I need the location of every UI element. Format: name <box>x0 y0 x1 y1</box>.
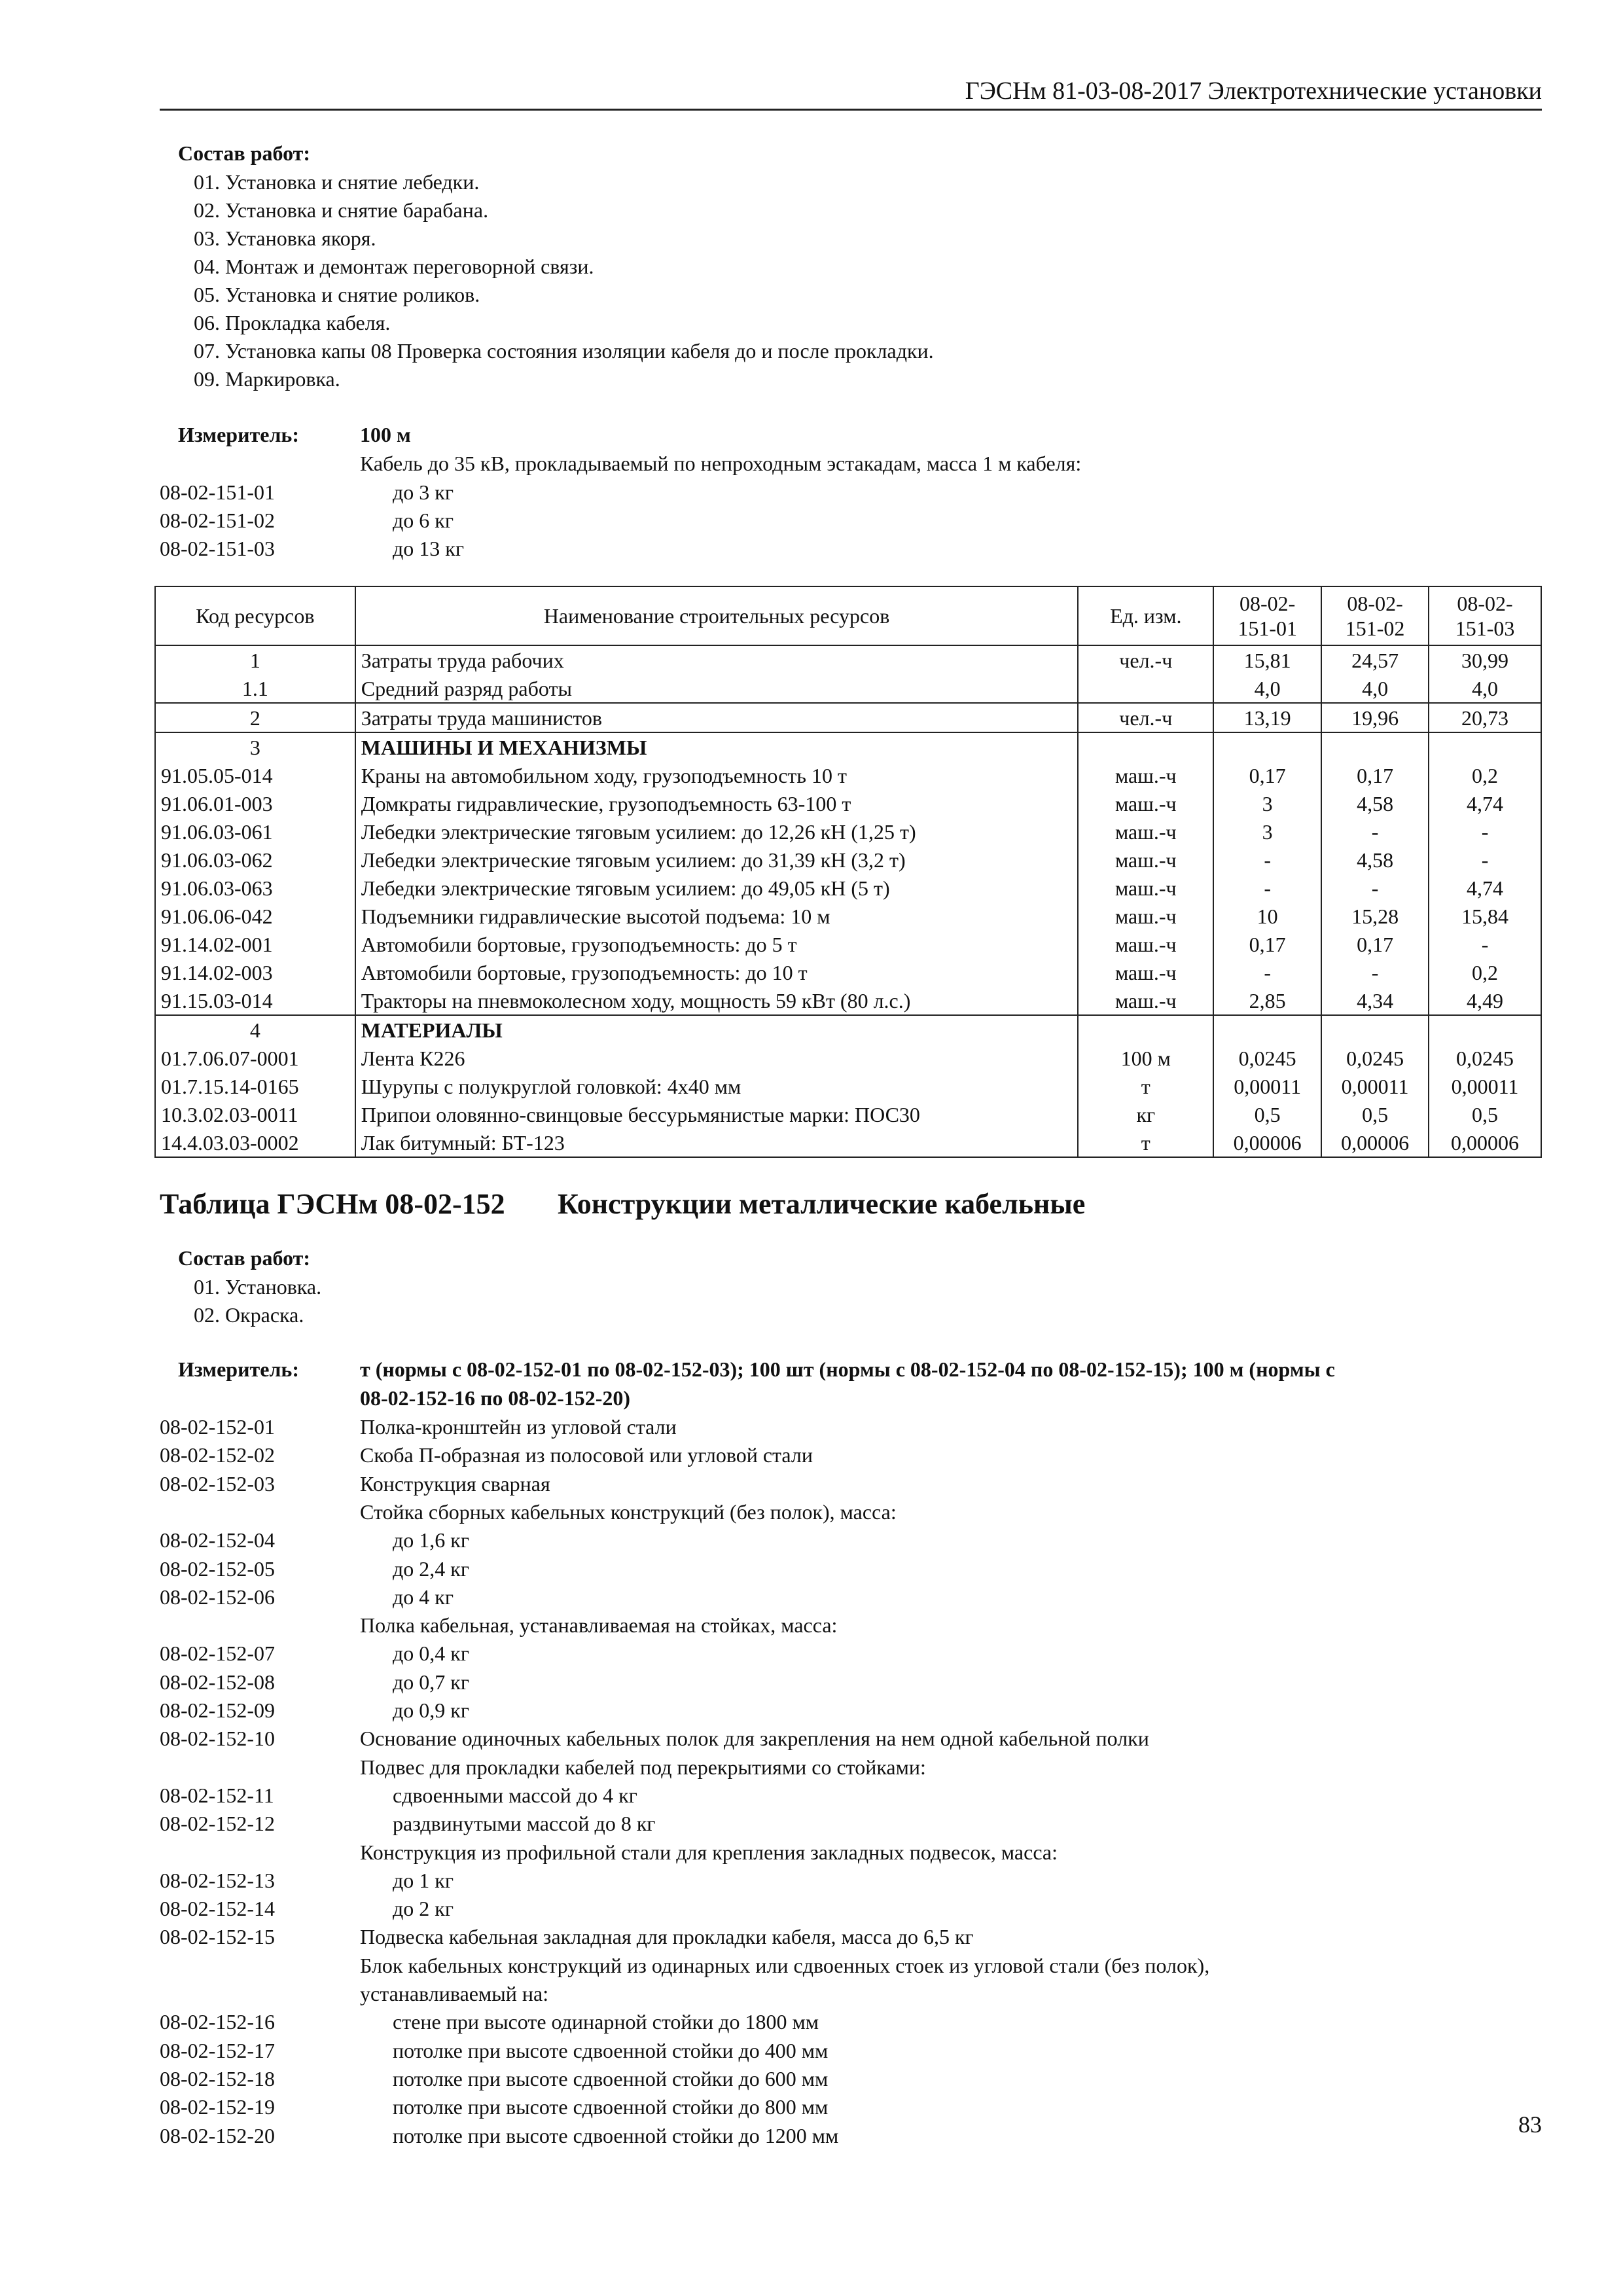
work-item: 09. Маркировка. <box>194 367 340 391</box>
resource-value: 3 <box>1213 789 1321 817</box>
norm-text-152: Конструкция сварная <box>360 1471 550 1496</box>
table-row <box>155 958 1541 986</box>
col-header-norm-01 <box>1213 586 1321 645</box>
norm-code-152: 08-02-152-17 <box>160 2038 275 2062</box>
resource-unit: кг <box>1078 1100 1213 1128</box>
norm-text-152: раздвинутыми массой до 8 кг <box>393 1812 656 1836</box>
col-header-norm-03-line2: 151-03 <box>1455 617 1515 640</box>
resource-value: 10 <box>1213 902 1321 930</box>
work-item: 02. Установка и снятие барабана. <box>194 198 489 222</box>
resource-name: Затраты труда машинистов <box>355 703 1079 732</box>
resource-code: 91.06.01-003 <box>155 789 355 817</box>
resource-unit: маш.-ч <box>1078 986 1213 1015</box>
resource-value: - <box>1213 874 1321 902</box>
table-row <box>155 703 1541 732</box>
norm-code-152: 08-02-152-03 <box>160 1471 275 1496</box>
resource-value <box>1429 732 1541 761</box>
norm-code-152: 08-02-152-10 <box>160 1727 275 1751</box>
resource-value: 0,2 <box>1429 761 1541 789</box>
norm-code-152: 08-02-152-11 <box>160 1783 274 1807</box>
norm-code-152: 08-02-152-06 <box>160 1585 275 1609</box>
norm-code: 08-02-151-03 <box>160 537 275 560</box>
table-152-label: Таблица ГЭСНм 08-02-152 <box>160 1188 505 1220</box>
norm-text-152: стене при высоте одинарной стойки до 1800 мм <box>393 2010 819 2034</box>
norm-text-152: Полка-кронштейн из угловой стали <box>360 1415 677 1439</box>
table-row <box>155 1072 1541 1100</box>
resource-name: Средний разряд работы <box>355 674 1079 703</box>
resource-value: - <box>1429 817 1541 846</box>
norm-text-152: до 1,6 кг <box>393 1528 469 1552</box>
resource-value: 4,0 <box>1429 674 1541 703</box>
resource-value: 0,17 <box>1321 761 1429 789</box>
norm-code-152: 08-02-152-13 <box>160 1868 275 1892</box>
norm-text-152: до 0,4 кг <box>393 1641 469 1666</box>
resource-value: 15,28 <box>1321 902 1429 930</box>
norm-code-152: 08-02-152-07 <box>160 1641 275 1666</box>
resource-value: 0,00006 <box>1321 1128 1429 1157</box>
resource-value: 19,96 <box>1321 703 1429 732</box>
resource-value: 0,2 <box>1429 958 1541 986</box>
resource-code: 1 <box>155 645 355 674</box>
resource-value <box>1213 732 1321 761</box>
resource-name: Шурупы с полукруглой головкой: 4х40 мм <box>355 1072 1079 1100</box>
resource-unit <box>1078 732 1213 761</box>
table-row <box>155 874 1541 902</box>
resource-name: Тракторы на пневмоколесном ходу, мощность 59 кВт (80 л.с.) <box>355 986 1079 1015</box>
col-header-unit: Ед. изм. <box>1078 586 1213 645</box>
work-item: 03. Установка якоря. <box>194 226 376 250</box>
resource-value: 4,74 <box>1429 874 1541 902</box>
page-number: 83 <box>1518 2111 1542 2138</box>
resource-code: 3 <box>155 732 355 761</box>
resource-value: 30,99 <box>1429 645 1541 674</box>
resource-value <box>1213 1015 1321 1044</box>
col-header-norm-03 <box>1429 586 1541 645</box>
norm-text-152: до 1 кг <box>393 1868 454 1892</box>
resource-value: 4,58 <box>1321 789 1429 817</box>
resource-unit <box>1078 1015 1213 1044</box>
table-row <box>155 732 1541 761</box>
norm-text-152: Блок кабельных конструкций из одинарных или сдвоенных стоек из угловой стали (без полок), <box>360 1953 1210 1977</box>
resource-name: Домкраты гидравлические, грузоподъемность 63-100 т <box>355 789 1079 817</box>
resource-value: - <box>1321 874 1429 902</box>
resource-name: Лебедки электрические тяговым усилием: до 31,39 кН (3,2 т) <box>355 846 1079 874</box>
resource-code: 4 <box>155 1015 355 1044</box>
resource-unit: маш.-ч <box>1078 761 1213 789</box>
table-row <box>155 1044 1541 1072</box>
resource-unit <box>1078 674 1213 703</box>
resource-value: 0,00011 <box>1213 1072 1321 1100</box>
resource-unit: 100 м <box>1078 1044 1213 1072</box>
resource-value <box>1321 1015 1429 1044</box>
table-row <box>155 674 1541 703</box>
norm-code-152: 08-02-152-09 <box>160 1698 275 1722</box>
norm-text-152: до 0,9 кг <box>393 1698 469 1722</box>
resource-value: 0,00006 <box>1213 1128 1321 1157</box>
norm-text-152: Скоба П-образная из полосовой или угловой стали <box>360 1443 813 1467</box>
resource-value: 4,0 <box>1321 674 1429 703</box>
resource-name: Лента К226 <box>355 1044 1079 1072</box>
resource-value: - <box>1213 846 1321 874</box>
col-header-norm-01-line1: 08-02- <box>1240 592 1296 615</box>
col-header-norm-03-line1: 08-02- <box>1457 592 1513 615</box>
resource-code: 91.14.02-001 <box>155 930 355 958</box>
norm-text-152: Основание одиночных кабельных полок для закрепления на нем одной кабельной полки <box>360 1727 1149 1751</box>
composition-title-152: Состав работ: <box>178 1246 311 1270</box>
meter-value-152-line1: т (нормы с 08-02-152-01 по 08-02-152-03); 100 шт (нормы с 08-02-152-04 по 08-02-152-15); 100 м (нормы с <box>360 1357 1335 1381</box>
resource-name: Подъемники гидравлические высотой подъема: 10 м <box>355 902 1079 930</box>
resource-code: 91.06.03-062 <box>155 846 355 874</box>
resource-value: 0,0245 <box>1213 1044 1321 1072</box>
resource-code: 10.3.02.03-0011 <box>155 1100 355 1128</box>
resource-value: 2,85 <box>1213 986 1321 1015</box>
norm-text: до 13 кг <box>393 537 464 560</box>
col-header-code: Код ресурсов <box>155 586 355 645</box>
col-header-norm-02-line2: 151-02 <box>1345 617 1405 640</box>
norm-code-152: 08-02-152-19 <box>160 2095 275 2119</box>
norm-code: 08-02-151-01 <box>160 480 275 504</box>
norm-text-152: сдвоенными массой до 4 кг <box>393 1783 637 1807</box>
resource-unit: чел.-ч <box>1078 703 1213 732</box>
norm-code-152: 08-02-152-16 <box>160 2010 275 2034</box>
resource-value: 20,73 <box>1429 703 1541 732</box>
resource-name: Автомобили бортовые, грузоподъемность: до 10 т <box>355 958 1079 986</box>
resource-value: 15,84 <box>1429 902 1541 930</box>
resource-unit: т <box>1078 1072 1213 1100</box>
norm-text-152: Полка кабельная, устанавливаемая на стойках, масса: <box>360 1613 838 1638</box>
resource-value: 0,0245 <box>1429 1044 1541 1072</box>
resource-value: - <box>1321 958 1429 986</box>
meter-label: Измеритель: <box>178 423 299 446</box>
norm-text-152: Конструкция из профильной стали для крепления закладных подвесок, масса: <box>360 1840 1058 1864</box>
meter-label-152: Измеритель: <box>178 1357 299 1381</box>
resource-value: 4,49 <box>1429 986 1541 1015</box>
resource-value: 3 <box>1213 817 1321 846</box>
resource-unit: маш.-ч <box>1078 846 1213 874</box>
resource-code: 91.14.02-003 <box>155 958 355 986</box>
resource-name: МАТЕРИАЛЫ <box>355 1015 1079 1044</box>
resource-value: 13,19 <box>1213 703 1321 732</box>
resource-value: - <box>1321 817 1429 846</box>
work-item: 07. Установка капы 08 Проверка состояния изоляции кабеля до и после прокладки. <box>194 339 934 363</box>
resource-name: МАШИНЫ И МЕХАНИЗМЫ <box>355 732 1079 761</box>
resource-unit: маш.-ч <box>1078 874 1213 902</box>
resource-value <box>1321 732 1429 761</box>
table-row <box>155 761 1541 789</box>
resource-unit: маш.-ч <box>1078 789 1213 817</box>
table-row <box>155 1128 1541 1157</box>
col-header-norm-01-line2: 151-01 <box>1238 617 1297 640</box>
resource-unit: маш.-ч <box>1078 902 1213 930</box>
resource-code: 91.05.05-014 <box>155 761 355 789</box>
resource-value: 0,00006 <box>1429 1128 1541 1157</box>
resource-value: - <box>1429 846 1541 874</box>
norm-text-152: до 2 кг <box>393 1897 454 1921</box>
table-row <box>155 986 1541 1015</box>
resource-name: Лебедки электрические тяговым усилием: до 49,05 кН (5 т) <box>355 874 1079 902</box>
resource-unit: маш.-ч <box>1078 930 1213 958</box>
resource-value: 4,74 <box>1429 789 1541 817</box>
meter-value: 100 м <box>360 423 411 446</box>
resource-value: 4,58 <box>1321 846 1429 874</box>
table-row <box>155 930 1541 958</box>
col-header-name: Наименование строительных ресурсов <box>355 586 1079 645</box>
norm-code-152: 08-02-152-08 <box>160 1670 275 1694</box>
resource-name: Лебедки электрические тяговым усилием: до 12,26 кН (1,25 т) <box>355 817 1079 846</box>
norm-text-152: устанавливаемый на: <box>360 1982 549 2005</box>
col-header-norm-02-line1: 08-02- <box>1347 592 1403 615</box>
work-item: 04. Монтаж и демонтаж переговорной связи. <box>194 255 594 278</box>
resource-value: 15,81 <box>1213 645 1321 674</box>
resource-code: 91.06.06-042 <box>155 902 355 930</box>
resource-unit: т <box>1078 1128 1213 1157</box>
resource-value: 0,17 <box>1213 761 1321 789</box>
resource-name: Затраты труда рабочих <box>355 645 1079 674</box>
meter-value-152-line2: 08-02-152-16 по 08-02-152-20) <box>360 1386 631 1410</box>
resource-code: 01.7.15.14-0165 <box>155 1072 355 1100</box>
norm-text: до 6 кг <box>393 509 454 532</box>
resource-value: - <box>1429 930 1541 958</box>
work-item: 05. Установка и снятие роликов. <box>194 283 480 306</box>
norm-text-152: потолке при высоте сдвоенной стойки до 1200 мм <box>393 2123 839 2147</box>
table-row <box>155 817 1541 846</box>
work-item: 06. Прокладка кабеля. <box>194 311 391 334</box>
norm-text-152: до 4 кг <box>393 1585 454 1609</box>
norm-text-152: Стойка сборных кабельных конструкций (без полок), масса: <box>360 1499 897 1524</box>
resource-unit: маш.-ч <box>1078 817 1213 846</box>
table-row <box>155 902 1541 930</box>
resource-value: 0,17 <box>1321 930 1429 958</box>
table-row <box>155 846 1541 874</box>
resource-name: Лак битумный: БТ-123 <box>355 1128 1079 1157</box>
table-header-row <box>155 586 1541 645</box>
resource-name: Припои оловянно-свинцовые бессурьмянистые марки: ПОС30 <box>355 1100 1079 1128</box>
norm-text-152: потолке при высоте сдвоенной стойки до 400 мм <box>393 2038 829 2062</box>
norm-code-152: 08-02-152-05 <box>160 1556 275 1581</box>
resource-value: - <box>1213 958 1321 986</box>
resource-value: 0,5 <box>1429 1100 1541 1128</box>
norm-code-152: 08-02-152-18 <box>160 2066 275 2090</box>
norm-text-152: потолке при высоте сдвоенной стойки до 800 мм <box>393 2095 829 2119</box>
norm-text-152: до 2,4 кг <box>393 1556 469 1581</box>
norm-code-152: 08-02-152-20 <box>160 2123 275 2147</box>
resource-value: 0,00011 <box>1429 1072 1541 1100</box>
norm-code-152: 08-02-152-02 <box>160 1443 275 1467</box>
resource-value: 4,0 <box>1213 674 1321 703</box>
resource-value: 24,57 <box>1321 645 1429 674</box>
work-item: 01. Установка и снятие лебедки. <box>194 170 480 194</box>
norm-code-152: 08-02-152-12 <box>160 1812 275 1836</box>
resource-unit: маш.-ч <box>1078 958 1213 986</box>
resource-value: 0,0245 <box>1321 1044 1429 1072</box>
resource-value: 0,17 <box>1213 930 1321 958</box>
resource-value: 0,5 <box>1213 1100 1321 1128</box>
work-item-152: 02. Окраска. <box>194 1303 304 1327</box>
table-row <box>155 645 1541 674</box>
resource-code: 14.4.03.03-0002 <box>155 1128 355 1157</box>
table-row <box>155 1015 1541 1044</box>
norm-text-152: Подвес для прокладки кабелей под перекрытиями со стойками: <box>360 1755 926 1779</box>
resource-code: 91.06.03-061 <box>155 817 355 846</box>
header-rule <box>160 109 1542 111</box>
resource-code: 1.1 <box>155 674 355 703</box>
table-row <box>155 789 1541 817</box>
resource-value <box>1429 1015 1541 1044</box>
norm-code-152: 08-02-152-15 <box>160 1925 275 1949</box>
table-row <box>155 1100 1541 1128</box>
resource-code: 91.06.03-063 <box>155 874 355 902</box>
resource-value: 4,34 <box>1321 986 1429 1015</box>
composition-title: Состав работ: <box>178 141 311 165</box>
norm-text-152: потолке при высоте сдвоенной стойки до 600 мм <box>393 2066 829 2090</box>
work-item-152: 01. Установка. <box>194 1275 322 1299</box>
resource-code: 91.15.03-014 <box>155 986 355 1015</box>
resource-name: Автомобили бортовые, грузоподъемность: до 5 т <box>355 930 1079 958</box>
col-header-norm-02 <box>1321 586 1429 645</box>
norm-text-152: до 0,7 кг <box>393 1670 469 1694</box>
resource-code: 01.7.06.07-0001 <box>155 1044 355 1072</box>
norm-code: 08-02-151-02 <box>160 509 275 532</box>
resource-code: 2 <box>155 703 355 732</box>
table-152-title: Конструкции металлические кабельные <box>558 1188 1086 1220</box>
resource-value: 0,5 <box>1321 1100 1429 1128</box>
resources-table <box>154 586 1542 1158</box>
norm-code-152: 08-02-152-04 <box>160 1528 275 1552</box>
resource-value: 0,00011 <box>1321 1072 1429 1100</box>
norm-code-152: 08-02-152-14 <box>160 1897 275 1921</box>
norm-code-152: 08-02-152-01 <box>160 1415 275 1439</box>
resource-name: Краны на автомобильном ходу, грузоподъемность 10 т <box>355 761 1079 789</box>
norm-description: Кабель до 35 кВ, прокладываемый по непроходным эстакадам, масса 1 м кабеля: <box>360 452 1082 475</box>
norm-text-152: Подвеска кабельная закладная для прокладки кабеля, масса до 6,5 кг <box>360 1925 974 1949</box>
running-header: ГЭСНм 81-03-08-2017 Электротехнические установки <box>965 77 1542 105</box>
norm-text: до 3 кг <box>393 480 454 504</box>
resource-unit: чел.-ч <box>1078 645 1213 674</box>
